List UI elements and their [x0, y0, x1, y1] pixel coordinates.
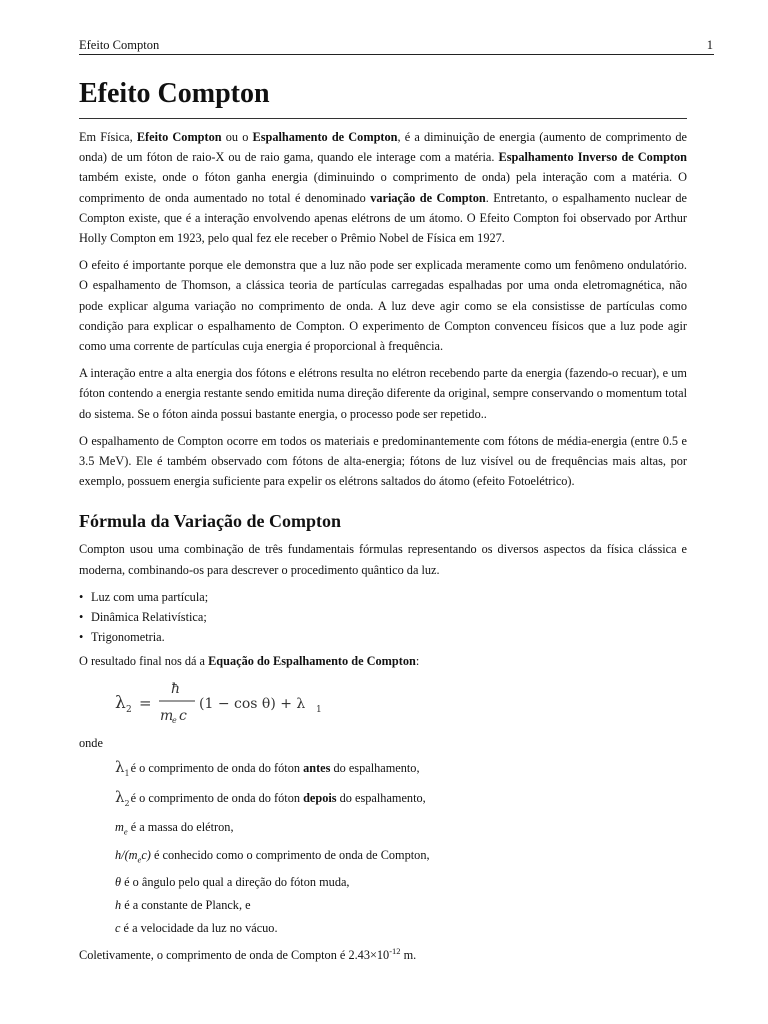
definition-planck: [115, 895, 687, 915]
definition-text: do espalhamento,: [336, 791, 426, 806]
definition-text: é conhecido como o comprimento de onda de Compton,: [150, 847, 430, 862]
definition-theta: [115, 872, 687, 892]
equation-den-c: c: [179, 708, 187, 725]
definition-lambda2: [115, 787, 687, 814]
definition-subscript: e: [137, 853, 142, 864]
intro-paragraph: [79, 127, 687, 248]
lambda-glyph: λ: [115, 788, 125, 807]
result-text-2: :: [415, 653, 420, 668]
intro-text-3: , é a diminuição de energia (aumento de comprimento de onda) de um fóton de raio-X ou de raio gama, quando ele interage com a matéria.: [79, 130, 687, 165]
definition-variable: h/(m: [115, 847, 138, 862]
definition-variable: θ: [115, 874, 122, 889]
result-term: Equação do Espalhamento de Compton: [208, 653, 416, 668]
definition-text: é o comprimento de onda do fóton: [130, 761, 304, 776]
equation-lhs-sub: 2: [126, 705, 132, 716]
page-title: Efeito Compton: [79, 78, 270, 109]
equation-lhs: λ: [115, 693, 126, 714]
definition-variable: h: [115, 897, 122, 912]
definition-emphasis: depois: [303, 791, 337, 806]
equation-rhs-sub: 1: [316, 705, 322, 716]
list-item: • Dinâmica Relativística;: [79, 607, 687, 627]
definition-electron-mass: [115, 817, 687, 841]
equation-paren: (1 − cos θ) + λ: [199, 696, 306, 713]
compton-equation: [115, 679, 375, 729]
title-divider: [79, 118, 687, 119]
article-body: [79, 72, 687, 965]
lambda1-symbol: [115, 757, 130, 784]
final-paragraph: [79, 941, 687, 965]
list-item: • Luz com uma partícula;: [79, 587, 687, 607]
paragraph-importance: O efeito é importante porque ele demonstra que a luz não pode ser explicada meramente como um fenômeno ondulatório. O espalhamento de Thomson, a clássica teoria de partículas carregadas espalhadas por uma onda eletromagnética, não pode explicar alguma variação no comprimento de onda. A luz deve agir como se ela consistisse de partículas como condição para explicar o espalhamento de Compton. O experimento de Compton convenceu físicos que a luz pode agir como uma corrente de partículas cuja energia é proporcional à frequência.: [79, 258, 687, 354]
definition-text: do espalhamento,: [330, 761, 420, 776]
intro-term-efeito-compton: Efeito Compton: [136, 130, 222, 144]
intro-text-2: ou o: [221, 130, 253, 144]
definition-text: é a massa do elétron,: [127, 820, 234, 835]
equation-den-sub: e: [172, 716, 177, 726]
running-header: [79, 37, 713, 53]
final-exponent: -12: [389, 945, 401, 956]
header-divider: [79, 54, 714, 55]
definition-text: é o ângulo pelo qual a direção do fóton muda,: [121, 874, 350, 889]
result-paragraph: [79, 651, 687, 671]
definition-light-speed: [115, 918, 687, 938]
running-header-title: Efeito Compton: [79, 38, 160, 52]
definition-variable: c): [141, 847, 151, 862]
section-intro: Compton usou uma combinação de três fundamentais fórmulas representando os diversos aspectos da física clássica e moderna, combinando-os para descrever o procedimento quântico da luz.: [79, 542, 687, 577]
equation-equals: =: [139, 694, 152, 713]
page-number: 1: [706, 38, 713, 52]
paragraph-interaction: A interação entre a alta energia dos fótons e elétrons resulta no elétron recebendo parte da energia (fazendo-o recuar), e um fóton contendo a energia restante sendo emitida numa direção diferente da original, sempre conservando o momentum total do sistema. Se o fóton ainda possui bastante energia, o processo pode ser repetido..: [79, 366, 687, 421]
definition-emphasis: antes: [303, 761, 331, 776]
lambda-sub: 1: [124, 769, 130, 779]
section-heading: Fórmula da Variação de Compton: [79, 511, 342, 532]
lambda-sub: 2: [124, 799, 130, 809]
lambda-glyph: λ: [115, 758, 125, 777]
list-item: • Trigonometria.: [79, 627, 687, 647]
definition-compton-wavelength: [115, 845, 687, 869]
definition-text: é a velocidade da luz no vácuo.: [120, 920, 278, 935]
final-unit: m.: [400, 948, 417, 963]
definition-lambda1: [115, 757, 687, 784]
definition-text: é a constante de Planck, e: [121, 897, 251, 912]
definition-text: é o comprimento de onda do fóton: [130, 791, 304, 806]
equation-block: [79, 673, 687, 731]
final-text: Coletivamente, o comprimento de onda de Compton é 2.43×10: [79, 948, 390, 963]
intro-text-5: . Entretanto, o espalhamento nuclear de Compton existe, que é a interação envolvendo apenas elétrons de um átomo. O Efeito Compton foi observado por Arthur Holly Compton em 1923, pelo qual fez ele receber o Prêmio Nobel de Física em 1927.: [79, 190, 687, 246]
definition-subscript: e: [123, 826, 128, 837]
intro-text-1: Em Física,: [79, 130, 137, 144]
lambda2-symbol: [115, 787, 130, 814]
intro-term-espalhamento: Espalhamento de Compton: [252, 130, 398, 144]
definition-variable: c: [115, 920, 121, 935]
result-text-1: O resultado final nos dá a: [79, 653, 209, 668]
intro-text-4: também existe, onde o fóton ganha energia (diminuindo o comprimento de onda) pela interação com a matéria. O comprimento de onda aumentado no total é denominado: [79, 170, 687, 205]
intro-term-inverso: Espalhamento Inverso de Compton: [498, 150, 687, 165]
paragraph-materials: O espalhamento de Compton ocorre em todos os materiais e predominantemente com fótons de média-energia (entre 0.5 e 3.5 MeV). Ele é também observado com fótons de alta-energia; fótons de luz visível ou de frequências mais altas, por exemplo, possuem energia suficiente para expelir os elétrons saltados do átomo (efeito Fotoelétrico).: [79, 433, 687, 489]
bullet-list: [79, 587, 687, 647]
equation-numerator: ħ: [171, 681, 181, 698]
equation-den-m: m: [160, 708, 174, 725]
intro-term-variacao: variação de Compton: [370, 190, 486, 205]
definition-variable: m: [115, 820, 124, 835]
onde-label: onde: [79, 736, 103, 751]
